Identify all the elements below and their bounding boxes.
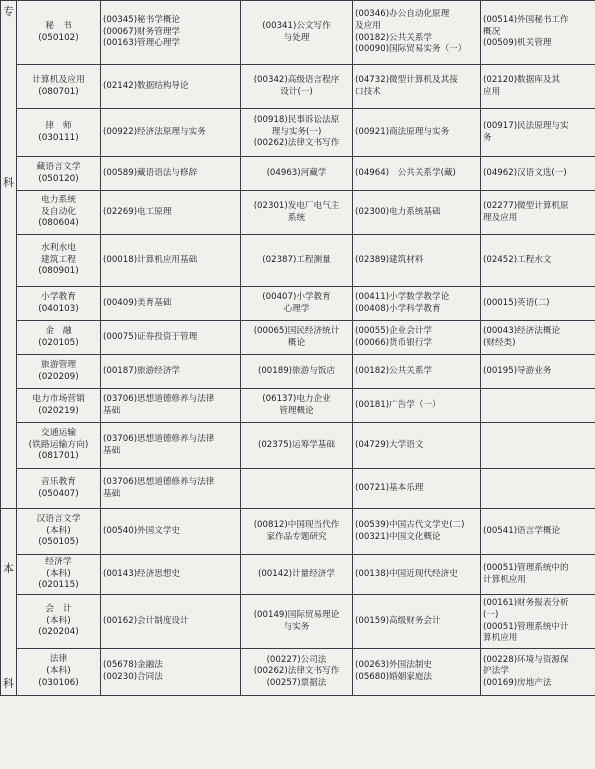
major-text: 汉语言文学 [36,513,81,524]
course-cell [241,389,353,423]
course-cell [353,509,481,555]
major-cell [17,595,101,649]
course-text: (02120)数据库及其 [483,74,561,85]
course-text: (00409)美育基础 [103,297,172,308]
major-text: 音乐教育 [40,476,77,487]
course-text: (02389)建筑材料 [355,254,424,265]
course-cell [101,555,241,595]
course-text: (00043)经济法概论 [483,325,561,336]
major-cell [17,191,101,235]
major-text: (020115) [38,580,79,591]
major-text: 电力市场营销 [32,393,85,404]
course-text: (00015)英语(二) [483,297,550,308]
course-text: 与实务 [283,621,310,632]
major-text: (020204) [38,627,79,638]
course-text: (00540)外国文学史 [103,525,181,536]
course-text: 基础 [103,488,121,499]
major-cell [17,355,101,389]
course-text: 理及应用 [483,212,518,223]
major-cell [17,555,101,595]
course-cell [241,649,353,696]
major-text: (080701) [38,86,79,97]
course-cell [101,287,241,321]
course-text: (00345)秘书学概论 [103,15,181,26]
course-text: (00228)环境与资源保 [483,654,569,665]
course-text: (04962)汉语文选(一) [483,167,567,178]
course-text: (00407)小学教育 [262,291,331,302]
major-text: (铁路运输方向) [28,439,89,450]
course-cell [353,649,481,696]
course-cell [353,157,481,191]
table-row [1,595,595,649]
course-cell [101,469,241,509]
course-text: (05680)婚姻家庭法 [355,672,433,682]
major-text: (020105) [38,337,79,348]
course-cell [241,355,353,389]
course-text: (00159)高级财务会计 [355,615,441,626]
course-cell [241,287,353,321]
course-text: (00918)民事诉讼法原 [253,115,340,126]
course-text: (00342)高级语言程序 [253,74,340,85]
course-cell [241,469,353,509]
course-text: (00163)管理心理学 [103,38,181,49]
major-text: (040103) [38,303,79,314]
course-cell [481,595,595,649]
course-cell [241,109,353,157]
major-cell [17,287,101,321]
course-cell [101,1,241,65]
major-text: 小学教育 [40,291,77,302]
course-text: (00065)国民经济统计 [253,325,340,336]
table-row [1,287,595,321]
major-text: 藏语言文学 [36,161,81,172]
course-cell [101,235,241,287]
major-text: 电力系统 [40,194,77,205]
course-text: 务 [483,132,492,143]
course-text: 概况 [483,26,501,37]
major-cell [17,469,101,509]
table-row [1,389,595,423]
major-text: (050105) [38,537,79,548]
major-text: 会 计 [45,603,72,614]
course-cell [353,65,481,109]
course-cell [241,423,353,469]
course-cell [241,321,353,355]
course-text: (04963)河藏学 [266,167,327,178]
major-cell [17,423,101,469]
course-cell [353,423,481,469]
course-cell [353,555,481,595]
major-text: (080901) [38,266,79,277]
course-cell [101,109,241,157]
table-row [1,157,595,191]
major-text: (050102) [38,32,79,43]
major-cell [17,235,101,287]
course-cell [481,389,595,423]
course-cell [481,235,595,287]
course-text: (02277)微型计算机原 [483,200,569,211]
course-cell [101,389,241,423]
course-cell [353,321,481,355]
course-text: (02142)数据结构导论 [103,80,189,91]
course-text: (00262)法律文书写作 [253,138,340,149]
course-text: 管理概论 [279,405,314,416]
section-benke [1,509,17,696]
course-text: (00195)导游业务 [483,365,552,376]
course-text: (03706)思想道德修养与法律 [103,433,215,444]
course-cell [481,287,595,321]
course-cell [241,157,353,191]
course-text: (00514)外国秘书工作 [483,15,569,26]
course-text: (00161)财务报表分析 [483,598,569,609]
major-text: 计算机及应用 [32,74,85,85]
course-text: (00187)旅游经济学 [103,365,181,376]
major-cell [17,321,101,355]
course-cell [353,1,481,65]
table-row [1,109,595,157]
course-text: (02375)运筹学基础 [257,439,335,450]
table-row [1,555,595,595]
course-text: 理与实务(一) [271,126,322,137]
major-cell [17,649,101,696]
course-cell [353,389,481,423]
course-cell [353,109,481,157]
major-cell [17,157,101,191]
course-cell [101,649,241,696]
section-label: 专 [3,4,14,18]
course-text: (00262)法律文书写作 [253,666,340,677]
course-text: (00541)语言学概论 [483,525,561,536]
course-text: 及应用 [355,20,381,31]
course-cell [481,469,595,509]
course-text: (00539)中国古代文学史(二) [355,519,465,530]
course-text: (00051)管理系统中计 [483,621,569,632]
course-text: (00227)公司法 [266,654,327,665]
major-text: (本科) [46,525,71,536]
course-cell [241,235,353,287]
major-cell [17,109,101,157]
major-text: 及自动化 [40,206,77,217]
section-label: 科 [3,677,14,691]
course-text: (04964) 公共关系学(藏) [355,167,456,178]
course-cell [353,469,481,509]
course-text: (02452)工程水文 [483,254,552,265]
course-text: (00341)公文写作 [262,20,331,31]
course-text: (00263)外国法制史 [355,660,433,671]
course-cell [481,509,595,555]
course-cell [101,355,241,389]
course-text: (00921)商法原理与实务 [355,126,450,137]
table-row [1,65,595,109]
course-text: (00051)管理系统中的 [483,562,569,573]
course-cell [101,509,241,555]
major-text: (本科) [46,568,71,579]
course-text: (00321)中国文化概论 [355,531,441,542]
course-text: (00181)广告学（一） [355,399,441,410]
course-text: (00138)中国近现代经济史 [355,568,458,579]
course-text: (00922)经济法原理与实务 [103,126,206,137]
course-text: 护法学 [483,666,509,677]
major-text: 建筑工程 [40,254,77,265]
major-text: 法律 [49,654,68,665]
major-text: 律 师 [45,120,72,131]
course-cell [241,555,353,595]
course-cell [241,509,353,555]
course-text: (00230)合同法 [103,672,163,682]
major-text: (050407) [38,488,79,499]
course-text: 与处理 [283,32,310,43]
table-row [1,235,595,287]
course-cell [481,109,595,157]
major-text: 金 融 [45,325,72,336]
major-text: (050120) [38,173,79,184]
major-text: (020209) [38,371,79,382]
course-text: 应用 [483,86,501,97]
major-text: (020219) [38,405,79,416]
major-text: 交通运输 [40,427,77,438]
course-cell [241,191,353,235]
course-cell [241,1,353,65]
course-text: (00066)货币银行学 [355,337,433,348]
course-text: 口技术 [355,86,381,97]
course-text: (00018)计算机应用基础 [103,254,198,265]
course-cell [481,649,595,696]
major-text: (081701) [38,451,79,462]
course-cell [353,287,481,321]
section-zhuanke [1,1,17,509]
course-cell [481,1,595,65]
course-cell [481,321,595,355]
course-text: 系统 [287,212,306,223]
course-cell [241,595,353,649]
course-cell [481,555,595,595]
major-text: 秘 书 [45,20,72,31]
course-cell [481,65,595,109]
course-text: (00149)国际贸易理论 [253,609,340,620]
course-text: (00182)公共关系学 [355,365,433,376]
course-text: (00090)国际贸易实务（一） [355,44,467,55]
course-text: (00143)经济思想史 [103,568,181,579]
course-text: (00589)藏语语法与修辞 [103,167,198,178]
course-cell [353,191,481,235]
course-text: 基础 [103,445,121,456]
course-text: (03706)思想道德修养与法律 [103,393,215,404]
major-text: (本科) [46,666,71,677]
table-row [1,1,595,65]
section-label: 科 [3,176,14,190]
section-label: 本 [3,562,14,576]
course-text: (00408)小学科学教育 [355,303,441,314]
course-text: (06137)电力企业 [262,393,331,404]
course-text: (00169)房地产法 [483,677,552,688]
course-text: (00162)会计制度设计 [103,615,189,626]
course-text: (00182)公共关系学 [355,32,433,43]
course-text: (05678)金融法 [103,660,163,671]
major-text: (本科) [46,615,71,626]
course-text: 设计(一) [280,86,313,97]
course-text: (00917)民法原理与实 [483,120,569,131]
course-text: (00346)办公自动化原理 [355,9,450,20]
course-text: (00812)中国现当代作 [253,519,340,530]
major-cell [17,65,101,109]
course-cell [481,423,595,469]
course-text: (00721)基本乐理 [355,482,424,493]
course-text: (04732)微型计算机及其接 [355,74,458,85]
major-text: 旅游管理 [40,359,77,370]
course-text: (00142)计量经济学 [257,568,335,579]
table-row [1,355,595,389]
course-cell [101,157,241,191]
course-cell [481,191,595,235]
course-text: (财经类) [483,337,516,348]
course-cell [101,423,241,469]
table-row [1,191,595,235]
course-cell [481,157,595,191]
course-cell [101,65,241,109]
course-text: (02269)电工原理 [103,206,172,217]
course-text: (00411)小学数学教学论 [355,291,450,302]
table-row [1,509,595,555]
table-row [1,423,595,469]
table-row [1,649,595,696]
major-text: 经济学 [45,556,72,567]
course-text: (03706)思想道德修养与法律 [103,476,215,487]
major-cell [17,1,101,65]
course-text: (00075)证券投资于管理 [103,331,198,342]
course-text: (00055)企业会计学 [355,325,433,336]
course-cell [353,235,481,287]
major-text: 水利水电 [40,242,77,253]
course-text: (00067)财务管理学 [103,26,181,37]
course-text: (00257)票据法 [266,677,327,688]
major-cell [17,389,101,423]
course-text: 心理学 [283,303,310,314]
major-text: (080604) [38,218,79,229]
course-cell [353,595,481,649]
course-cell [241,65,353,109]
course-text: (00189)旅游与饭店 [257,365,335,376]
course-cell [101,321,241,355]
table-row [1,469,595,509]
course-text: (02300)电力系统基础 [355,206,441,217]
course-text: 计算机应用 [483,574,526,585]
major-cell [17,509,101,555]
course-text: 家作品专题研究 [266,531,327,542]
course-cell [353,355,481,389]
course-text: (00509)机关管理 [483,38,552,49]
course-text: (一) [483,609,499,620]
course-text: 基础 [103,405,121,416]
major-text: (030106) [38,677,79,688]
course-cell [101,595,241,649]
course-text: 算机应用 [483,633,518,644]
course-text: (02387)工程测量 [262,254,331,265]
table-row [1,321,595,355]
major-text: (030111) [38,132,79,143]
course-text: (04729)大学语文 [355,439,424,450]
course-cell [481,355,595,389]
course-text: (02301)发电厂电气主 [253,200,340,211]
course-text: 概论 [287,337,306,348]
course-cell [101,191,241,235]
